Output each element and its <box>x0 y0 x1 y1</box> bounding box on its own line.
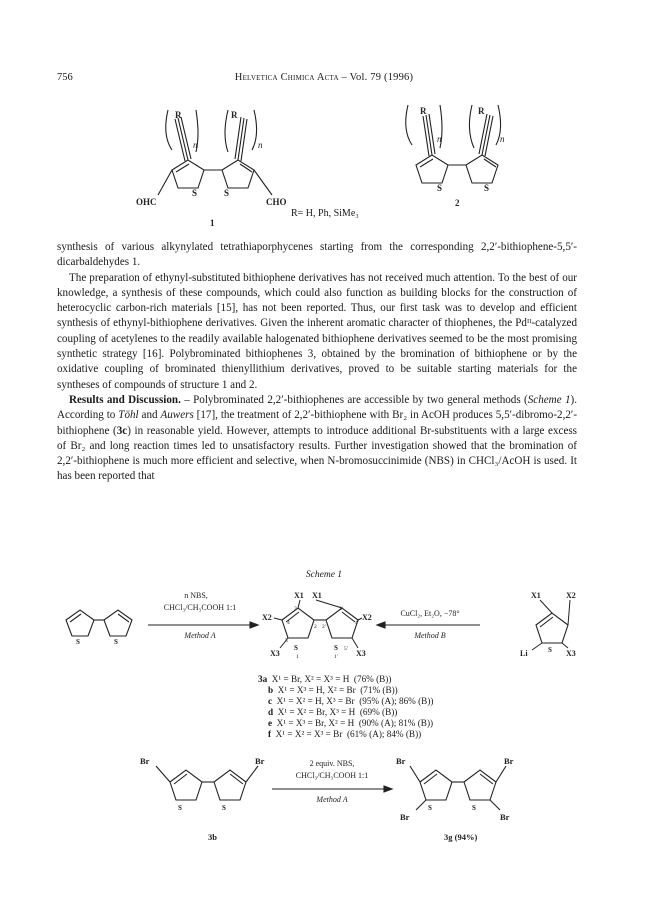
right-x1-label: X1 <box>531 591 541 600</box>
method-b-label: Method B <box>414 631 446 640</box>
n-label-2b: n <box>500 134 505 144</box>
list-item: f X¹ = X² = X³ = Br (61% (A); 84% (B)) <box>268 729 422 739</box>
s-label-3b-a: S <box>178 804 182 812</box>
s-label-center-b: S <box>334 644 338 652</box>
r-label-2a: R <box>420 106 427 116</box>
pos-5: 5 <box>285 638 288 644</box>
journal-name: Helvetica Chimica Acta <box>234 72 339 83</box>
x3-label-a: X3 <box>270 649 280 658</box>
substituent-list <box>258 674 433 740</box>
page-number: 756 <box>57 72 73 83</box>
method-a-label: Method A <box>184 631 216 640</box>
r-definition: R= H, Ph, SiMe₃ <box>291 208 359 219</box>
bottom-method: Method A <box>316 795 348 804</box>
s-label-2a: S <box>437 183 443 193</box>
method-b-reagent: CuCl₂, Et₂O, −78° <box>400 609 460 618</box>
bottom-reagent-1: 2 equiv. NBS, <box>309 759 355 768</box>
br-label-3g-d: Br <box>500 812 510 822</box>
pos-5p: 5′ <box>344 646 348 652</box>
s-label-3b-b: S <box>222 804 226 812</box>
method-a-reagent-2: CHCl₃/CH₃COOH 1:1 <box>163 603 237 612</box>
method-a-reagent-1: n NBS, <box>184 591 208 600</box>
pos-3p: 3′ <box>339 606 343 612</box>
li-label: Li <box>520 649 528 658</box>
paragraph-3: Results and Discussion. – Polybrominated 2,2′-bithiophenes are accessible by two general methods (Scheme 1). According to Töhl and Auwers [17], the treatment of 2,2′-bithiophene with Br₂ in AcOH produces 5,5′-dibromo-2,2′-bithiophene (3c) in reasonable yield. However, attempts to introduce additional Br-substituents with a large excess of Br₂ and long reaction times led to unsatisfactory results. Further investigation showed that the bromination of 2,2′-bithiophene is much more efficient and selective, when N-bromosuccinimide (NBS) in CHCl₃/AcOH is used. It has been reported that <box>57 393 578 483</box>
start-thiophene-a <box>66 610 94 636</box>
list-item: d X¹ = X² = Br, X³ = H (69% (B)) <box>268 707 398 717</box>
s-label-center-a: S <box>294 644 298 652</box>
r-label-1b: R <box>231 110 238 120</box>
paragraph-2: The preparation of ethynyl-substituted bithiophene derivatives has not received much attention. To the best of our knowledge, a synthesis of these compounds, which could also function as building blocks for the construction of heterocyclic carbon-rich materials [15], has not been reported. Thus, our first task was to develop and efficient synthesis of ethynyl-bithiophene derivatives. Given the inherent aromatic character of thiophenes, the Pdᴵᴵ-catalyzed coupling of acetylenes to the readily available halogenated bithiophene derivatives seemed to be the most promising synthetic strategy [16]. Polybrominated bithiophenes 3, obtained by the bromination of bithiophene or by the oxidative coupling of brominated thienyllithium derivatives, proved to be suitable starting materials for the syntheses of compounds of structure 1 and 2. <box>57 271 577 391</box>
s-label-3g-b: S <box>472 804 476 812</box>
ohc-label: OHC <box>136 197 157 207</box>
x3-label-b: X3 <box>356 649 366 658</box>
pos-2p: 2′ <box>322 624 326 630</box>
n-label-1b: n <box>258 140 263 150</box>
bottom-reagent-2: CHCl₃/CH₃COOH 1:1 <box>295 771 369 780</box>
pos-4p: 4′ <box>355 620 359 626</box>
start-thiophene-b <box>104 610 132 636</box>
x2-label-b: X2 <box>362 613 372 622</box>
section-heading: Results and Discussion. <box>69 393 181 406</box>
n-label-2a: n <box>437 134 442 144</box>
x1-label-b: X1 <box>312 591 322 600</box>
scheme-title: Scheme 1 <box>305 570 343 580</box>
right-x3-label: X3 <box>566 649 576 658</box>
list-item: e X¹ = X³ = Br, X² = H (90% (A); 81% (B)) <box>268 718 434 728</box>
list-item: b X¹ = X³ = H, X² = Br (71% (B)) <box>268 685 398 695</box>
br-label-3g-b: Br <box>504 756 514 766</box>
pos-2: 2 <box>314 624 317 630</box>
thiophene-ring-2b <box>466 155 498 183</box>
br-label-3b-b: Br <box>255 756 265 766</box>
s-label-start-a: S <box>76 638 80 646</box>
x2-label-a: X2 <box>262 613 272 622</box>
compound-1-label: 1 <box>210 218 215 228</box>
s-label-right: S <box>548 646 552 654</box>
scheme-bottom-reaction <box>0 744 648 854</box>
s-label-3g-a: S <box>428 804 432 812</box>
s-label-start-b: S <box>114 638 118 646</box>
br-label-3g-a: Br <box>396 756 406 766</box>
s-label-1b: S <box>224 188 230 198</box>
running-header <box>0 72 648 83</box>
r-label-2b: R <box>478 106 485 116</box>
body-text <box>57 240 577 485</box>
s-label-1a: S <box>192 188 198 198</box>
author-auwers: Auwers <box>160 409 194 422</box>
scheme-ref: Scheme 1 <box>527 393 571 406</box>
compound-ref-3c: 3c <box>116 424 128 437</box>
br-label-3g-c: Br <box>400 812 410 822</box>
paragraph-1: synthesis of various alkynylated tetrathiaporphycenes starting from the corresponding 2,2′-bithiophene-5,5′-dicarbaldehydes 1. <box>57 241 577 269</box>
list-item: c X¹ = X² = H, X³ = Br (95% (A); 86% (B)) <box>268 696 434 706</box>
cho-label: CHO <box>266 197 287 207</box>
n-label-1a: n <box>193 140 198 150</box>
r-label-1a: R <box>175 110 182 120</box>
list-item: 3a X¹ = Br, X² = X³ = H (76% (B)) <box>258 674 392 684</box>
journal-volume: – Vol. 79 (1996) <box>338 72 414 83</box>
pos-4: 4 <box>287 620 290 626</box>
br-label-3b-a: Br <box>140 756 150 766</box>
compound-2-label: 2 <box>455 198 460 208</box>
pos-1p: 1′ <box>334 654 338 660</box>
s-label-2b: S <box>484 183 490 193</box>
compound-3g-label: 3g (94%) <box>444 832 478 842</box>
right-x2-label: X2 <box>566 591 576 600</box>
compound-3b-label: 3b <box>208 832 217 842</box>
author-tohl: Töhl <box>118 409 139 422</box>
thiophene-ring-1b <box>222 160 254 188</box>
x1-label-a: X1 <box>294 591 304 600</box>
pos-3: 3 <box>294 606 297 612</box>
pos-1: 1 <box>296 654 299 660</box>
